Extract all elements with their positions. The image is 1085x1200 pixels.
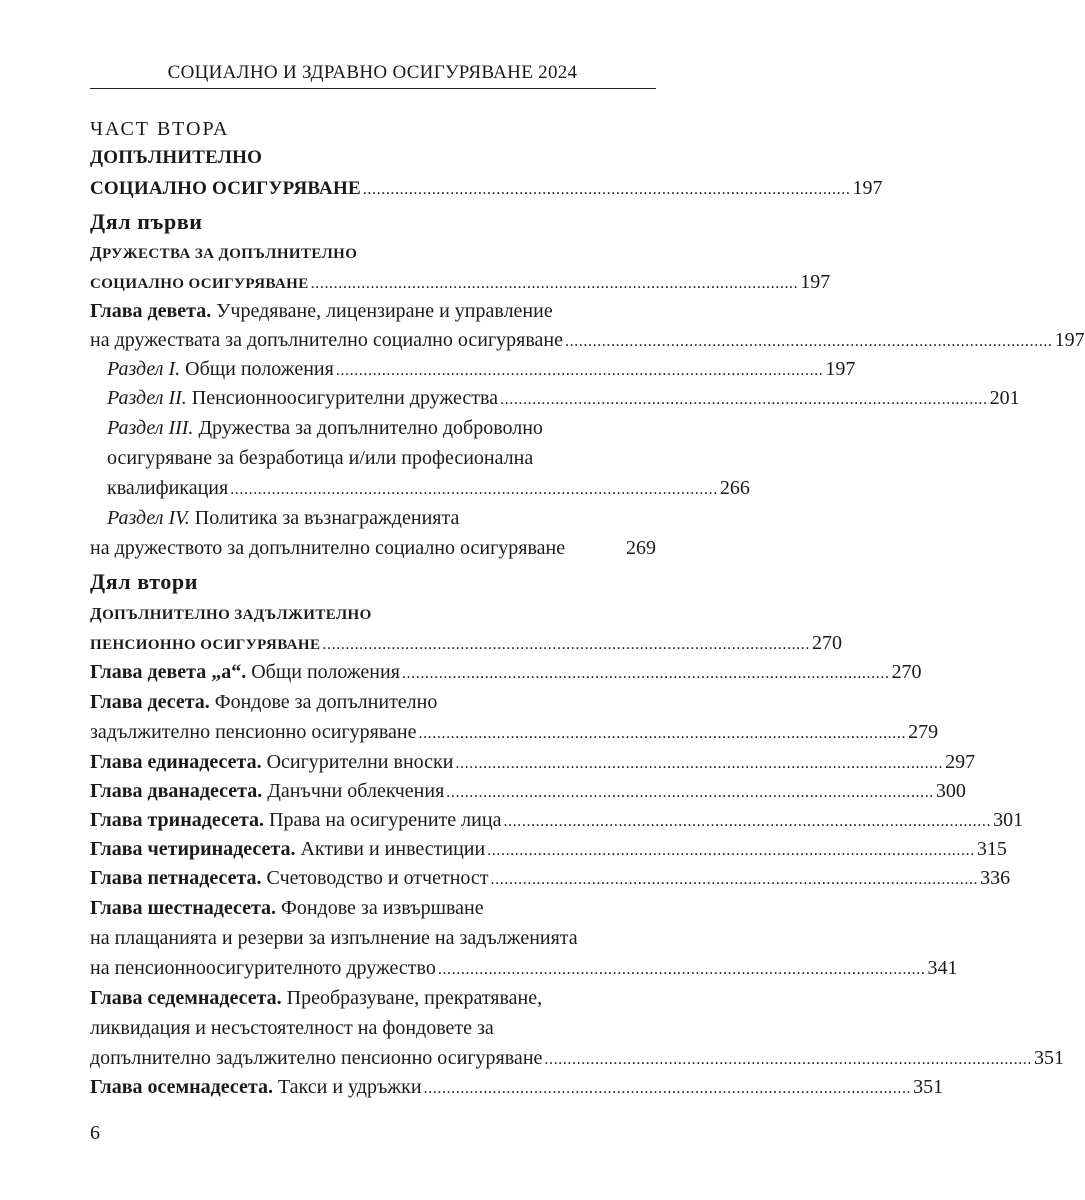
section-label: Раздел IV. [107, 507, 190, 529]
chapter-text: Преобразуване, прекратяване, [281, 987, 543, 1009]
section-label: Раздел III. [107, 417, 194, 439]
page-ref: 266 [719, 477, 750, 499]
section-text: Дружества за допълнително доброволно [193, 417, 543, 439]
chapter-text: на пенсионноосигурителното дружество [90, 957, 436, 979]
chapter-label: Глава осемнадесета. [90, 1076, 273, 1098]
toc-entry-chapter-9[interactable] [90, 297, 656, 325]
division-subtitle-line-2: СОЦИАЛНО ОСИГУРЯВАНЕ [90, 276, 309, 292]
division-subtitle-line-1 [90, 599, 656, 629]
part-label: ЧАСТ ВТОРА [90, 118, 230, 140]
chapter-label: Глава десета. [90, 691, 210, 713]
leader-dots: .......................................................................................................... [362, 181, 851, 198]
section-text: на дружеството за допълнително социално осигуряване [90, 537, 566, 559]
page-ref: 297 [945, 751, 976, 773]
page-ref: 315 [976, 838, 1007, 860]
chapter-text: Осигурителни вноски [261, 751, 454, 773]
leader-dots: .......................................................................................................... [503, 813, 992, 830]
chapter-text: допълнително задължително пенсионно осигуряване [90, 1047, 543, 1069]
leader-dots: .......................................................................................................... [322, 636, 810, 653]
page-ref: 201 [989, 387, 1020, 409]
header-rule [90, 88, 656, 89]
leader-dots: .......................................................................................................... [310, 275, 799, 292]
page-ref: 336 [980, 867, 1011, 889]
chapter-label: Глава единадесета. [90, 751, 262, 773]
leader-dots: .......................................................................................................... [455, 755, 944, 772]
chapter-text: Такси и удръжки [272, 1076, 422, 1098]
chapter-text: Счетоводство и отчетност [261, 867, 489, 889]
toc-entry-section-1[interactable] [107, 355, 856, 385]
leader-dots: .......................................................................................................... [418, 725, 907, 742]
toc-entry-chapter-10[interactable] [90, 688, 656, 716]
toc-entry-section-4[interactable] [107, 504, 656, 532]
part-title-line-1: ДОПЪЛНИТЕЛНО [90, 147, 263, 168]
section-text: Пенсионноосигурителни дружества [186, 387, 499, 409]
leader-dots: .......................................................................................................... [401, 665, 890, 682]
leader-dots: .......................................................................................................... [565, 333, 1053, 350]
chapter-17-line-2: ликвидация и несъстоятелност на фондовете за [90, 1017, 494, 1039]
chapter-label: Глава седемнадесета. [90, 987, 282, 1009]
toc-entry-section-2[interactable] [107, 384, 1020, 414]
section-text: квалификация [107, 477, 229, 499]
chapter-text: Данъчни облекчения [262, 780, 445, 802]
division-title: Дял първи [90, 209, 203, 234]
leader-dots: .......................................................................................................... [500, 391, 988, 408]
page-ref: 197 [1054, 329, 1085, 351]
toc-entry-chapter-13[interactable] [90, 806, 1024, 836]
chapter-label: Глава шестнадесета. [90, 897, 277, 919]
toc-entry-chapter-17-cont[interactable] [90, 1044, 1065, 1074]
section-label: Раздел II. [107, 387, 187, 409]
division-subtitle-line-1 [90, 238, 656, 268]
chapter-text: Активи и инвестиции [295, 838, 486, 860]
chapter-text: Общи положения [246, 661, 400, 683]
chapter-text: задължително пенсионно осигуряване [90, 721, 417, 743]
leader-dots: .......................................................................................................... [437, 961, 926, 978]
page-ref: 300 [935, 780, 966, 802]
chapter-text: Права на осигурените лица [264, 809, 502, 831]
page-ref: 269 [626, 537, 656, 559]
section-3-line-2: осигуряване за безработица и/или професионална [107, 447, 534, 469]
page-ref: 270 [811, 632, 842, 654]
leader-dots: .......................................................................................................... [446, 784, 934, 801]
toc-entry-chapter-14[interactable] [90, 835, 1007, 865]
chapter-label: Глава тринадесета. [90, 809, 265, 831]
section-text: Политика за възнагражденията [189, 507, 460, 529]
page-ref: 279 [908, 721, 939, 743]
toc-entry-part[interactable] [90, 174, 883, 204]
page-ref: 351 [913, 1076, 944, 1098]
toc-entry-chapter-16-cont[interactable] [90, 954, 958, 984]
leader-dots: .......................................................................................................... [544, 1051, 1033, 1068]
chapter-label: Глава дванадесета. [90, 780, 263, 802]
subtitle-initial: Д [90, 243, 103, 262]
toc-entry-chapter-10-cont[interactable] [90, 718, 939, 748]
toc-entry-chapter-17[interactable] [90, 984, 656, 1012]
page-ref: 197 [825, 358, 856, 380]
toc-entry-chapter-15[interactable] [90, 864, 1011, 894]
toc-entry-chapter-9a[interactable] [90, 658, 922, 688]
page-ref: 351 [1034, 1047, 1065, 1069]
page-ref: 197 [852, 177, 883, 199]
toc-entry-chapter-18[interactable] [90, 1073, 944, 1103]
leader-dots: .......................................................................................................... [487, 842, 975, 859]
running-header: СОЦИАЛНО И ЗДРАВНО ОСИГУРЯВАНЕ 2024 [167, 62, 578, 83]
page-number: 6 [90, 1122, 100, 1144]
chapter-16-line-2: на плащанията и резерви за изпълнение на задълженията [90, 927, 578, 949]
chapter-text: Фондове за извършване [276, 897, 484, 919]
division-subtitle-line-2: ПЕНСИОННО ОСИГУРЯВАНЕ [90, 637, 321, 653]
chapter-label: Глава четиринадесета. [90, 838, 296, 860]
leader-dots: .......................................................................................................... [423, 1080, 912, 1097]
leader-dots: .......................................................................................................... [490, 871, 979, 888]
page-ref: 341 [927, 957, 958, 979]
page-ref: 197 [800, 271, 831, 293]
toc-entry-chapter-9-cont[interactable] [90, 326, 1085, 356]
toc-entry-chapter-11[interactable] [90, 748, 976, 778]
section-label: Раздел I. [107, 358, 181, 380]
toc-entry-section-4-cont[interactable] [90, 534, 656, 562]
chapter-label: Глава петнадесета. [90, 867, 262, 889]
toc-entry-chapter-16[interactable] [90, 894, 656, 922]
chapter-label: Глава девета. [90, 300, 212, 322]
page-ref: 270 [891, 661, 922, 683]
chapter-text: Учредяване, лицензиране и управление [211, 300, 553, 322]
leader-dots: .......................................................................................................... [335, 362, 824, 379]
division-title: Дял втори [90, 569, 199, 594]
chapter-label: Глава девета „а“. [90, 661, 247, 683]
leader-dots: .......................................................................................................... [230, 481, 718, 498]
toc-entry-chapter-12[interactable] [90, 777, 966, 807]
section-text: Общи положения [180, 358, 334, 380]
toc-entry-section-3-cont[interactable] [107, 474, 750, 504]
chapter-text: на дружествата за допълнително социално осигуряване [90, 329, 563, 351]
chapter-text: Фондове за допълнително [209, 691, 438, 713]
toc-entry-division-1[interactable] [90, 268, 831, 298]
toc-entry-division-2[interactable] [90, 629, 842, 659]
subtitle-initial: Д [90, 604, 103, 623]
subtitle-rest: ОПЪЛНИТЕЛНО ЗАДЪЛЖИТЕЛНО [102, 607, 372, 623]
toc-entry-section-3[interactable] [107, 414, 656, 442]
subtitle-rest: РУЖЕСТВА ЗА ДОПЪЛНИТЕЛНО [102, 246, 358, 262]
page-ref: 301 [993, 809, 1024, 831]
part-title-line-2: СОЦИАЛНО ОСИГУРЯВАНЕ [90, 178, 361, 199]
